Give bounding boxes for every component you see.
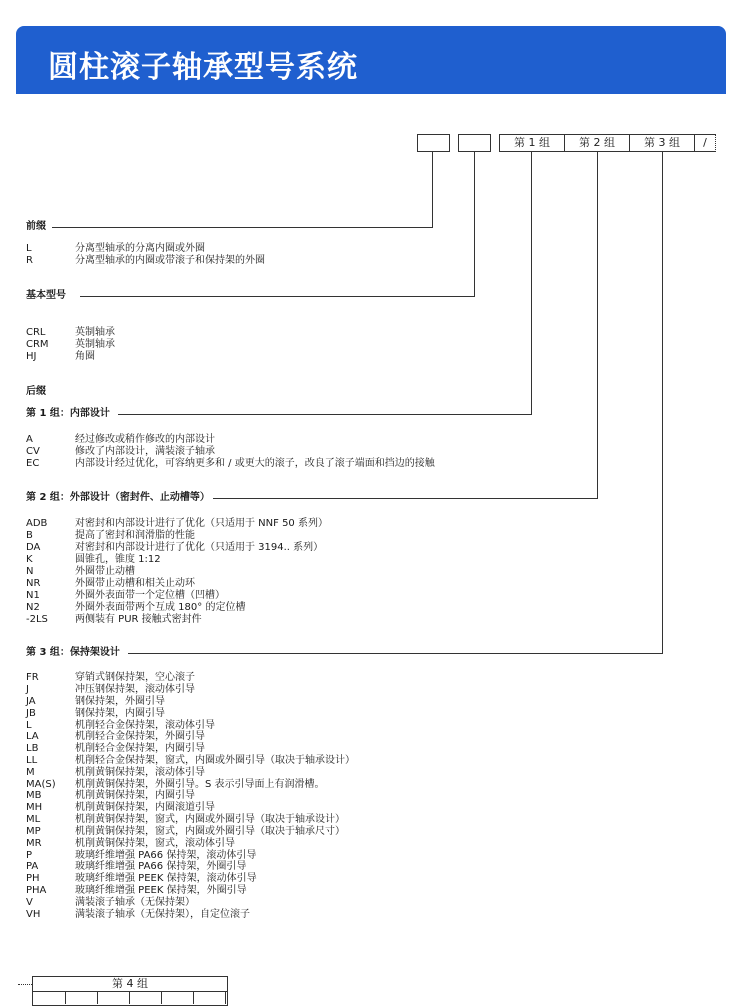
group3-leader-vertical [662, 152, 663, 654]
group2-desc-2ls: 两侧装有 PUR 接触式密封件 [75, 614, 202, 625]
header-banner [16, 26, 726, 94]
prefix-leader-horizontal [52, 227, 433, 228]
group3-desc-pa: 玻璃纤维增强 PA66 保持架，外圈引导 [75, 861, 247, 872]
group1-code-a: A [26, 434, 33, 445]
group3-code-j: J [26, 684, 29, 695]
group2-desc-da: 对密封和内部设计进行了优化（只适用于 3194.. 系列） [75, 542, 324, 553]
group3-desc-ph: 玻璃纤维增强 PEEK 保持架，滚动体引导 [75, 873, 257, 884]
group2-code-b: B [26, 530, 33, 541]
group3-code-pa: PA [26, 861, 39, 872]
group2-leader-horizontal [200, 498, 598, 499]
group4-box: 第 4 组 [32, 976, 228, 992]
group4-cell [97, 992, 130, 1004]
basic-desc-crm: 英制轴承 [75, 339, 115, 350]
basic-leader-horizontal [80, 296, 475, 297]
group3-code-ll: LL [26, 755, 38, 766]
group3-code-ml: ML [26, 814, 41, 825]
group3-desc-mas: 机削黄铜保持架，外圈引导。S 表示引导面上有润滑槽。 [75, 779, 325, 790]
group4-cell [193, 992, 226, 1004]
group2-desc-n2: 外圈外表面带两个互成 180° 的定位槽 [75, 602, 246, 613]
group4-cell [33, 992, 66, 1004]
group1-desc-cv: 修改了内部设计，满装滚子轴承 [75, 446, 215, 457]
group3-desc-p: 玻璃纤维增强 PA66 保持架，滚动体引导 [75, 850, 257, 861]
basic-title: 基本型号 [26, 290, 69, 302]
group3-code-la: LA [26, 731, 39, 742]
group2-code-n: N [26, 566, 34, 577]
basic-desc-hj: 角圈 [75, 351, 95, 362]
basic-leader-vertical [474, 152, 475, 297]
prefix-code-l: L [26, 243, 32, 254]
prefix-title: 前缀 [26, 221, 49, 233]
group3-code-mb: MB [26, 790, 42, 801]
group3-desc-mh: 机削黄铜保持架，内圈滚道引导 [75, 802, 215, 813]
group3-code-mh: MH [26, 802, 43, 813]
page-title: 圆柱滚子轴承型号系统 [48, 50, 358, 85]
group2-desc-adb: 对密封和内部设计进行了优化（只适用于 NNF 50 系列） [75, 518, 328, 529]
group1-leader-vertical [531, 152, 532, 415]
group2-code-k: K [26, 554, 33, 565]
group1-code-ec: EC [26, 458, 40, 469]
group3-desc-mp: 机削黄铜保持架，窗式，内圈或外圈引导（取决于轴承尺寸） [75, 826, 345, 837]
prefix-leader-vertical [432, 152, 433, 228]
basic-desc-crl: 英制轴承 [75, 327, 115, 338]
group1-desc-a: 经过修改或稍作修改的内部设计 [75, 434, 215, 445]
group2-box: 第 2 组 [564, 134, 630, 152]
prefix-desc-l: 分离型轴承的分离内圈或外圈 [75, 243, 205, 254]
group2-title: 第 2 组：外部设计（密封件、止动槽等） [26, 492, 213, 504]
group2-code-adb: ADB [26, 518, 48, 529]
group3-code-p: P [26, 850, 33, 861]
group3-code-mp: MP [26, 826, 41, 837]
group2-desc-n1: 外圈外表面带一个定位槽（凹槽） [75, 590, 225, 601]
group3-desc-vh: 满装滚子轴承（无保持架），自定位滚子 [75, 909, 250, 920]
group1-code-cv: CV [26, 446, 40, 457]
group3-code-mas: MA(S) [26, 779, 56, 790]
group3-desc-fr: 穿销式钢保持架，空心滚子 [75, 672, 195, 683]
group3-code-pha: PHA [26, 885, 47, 896]
group2-leader-vertical [597, 152, 598, 499]
group3-desc-ml: 机削黄铜保持架，窗式，内圈或外圈引导（取决于轴承设计） [75, 814, 345, 825]
group3-box: 第 3 组 [629, 134, 695, 152]
group2-desc-nr: 外圈带止动槽和相关止动环 [75, 578, 195, 589]
group4-dotted-leader [18, 984, 32, 985]
group3-code-ph: PH [26, 873, 40, 884]
group2-code-n2: N2 [26, 602, 40, 613]
group3-code-mr: MR [26, 838, 42, 849]
group2-code-da: DA [26, 542, 41, 553]
group1-leader-horizontal [118, 414, 532, 415]
group3-desc-mr: 机削黄铜保持架，窗式，滚动体引导 [75, 838, 235, 849]
group2-desc-k: 圆锥孔，锥度 1:12 [75, 554, 161, 565]
basic-code-crl: CRL [26, 327, 46, 338]
group3-code-v: V [26, 897, 33, 908]
slash-box: / [694, 134, 716, 152]
group3-code-l: L [26, 720, 32, 731]
group4-cells [32, 992, 228, 1006]
group3-code-jb: JB [26, 708, 36, 719]
group2-code-n1: N1 [26, 590, 40, 601]
group3-desc-l: 机削轻合金保持架，滚动体引导 [75, 720, 215, 731]
group3-desc-j: 冲压钢保持架，滚动体引导 [75, 684, 195, 695]
basic-code-hj: HJ [26, 351, 37, 362]
group1-title: 第 1 组：内部设计 [26, 408, 113, 420]
group2-desc-b: 提高了密封和润滑脂的性能 [75, 530, 195, 541]
basic-code-crm: CRM [26, 339, 49, 350]
prefix-code-r: R [26, 255, 33, 266]
group3-desc-ll: 机削轻合金保持架，窗式，内圈或外圈引导（取决于轴承设计） [75, 755, 355, 766]
group4-cell [65, 992, 98, 1004]
group2-desc-n: 外圈带止动槽 [75, 566, 135, 577]
group3-desc-m: 机削黄铜保持架，滚动体引导 [75, 767, 205, 778]
group3-desc-v: 满装滚子轴承（无保持架） [75, 897, 195, 908]
suffix-title: 后缀 [26, 386, 49, 398]
group3-desc-la: 机削轻合金保持架，外圈引导 [75, 731, 205, 742]
group3-code-vh: VH [26, 909, 41, 920]
group3-desc-lb: 机削轻合金保持架，内圈引导 [75, 743, 205, 754]
group3-code-m: M [26, 767, 35, 778]
group3-leader-horizontal [128, 653, 663, 654]
group3-desc-pha: 玻璃纤维增强 PEEK 保持架，外圈引导 [75, 885, 247, 896]
group3-desc-mb: 机削黄铜保持架，内圈引导 [75, 790, 195, 801]
group3-code-lb: LB [26, 743, 39, 754]
group3-code-fr: FR [26, 672, 39, 683]
group1-box: 第 1 组 [499, 134, 565, 152]
prefix-box [417, 134, 450, 152]
group4-cell [129, 992, 162, 1004]
group3-desc-jb: 钢保持架，内圈引导 [75, 708, 165, 719]
group3-desc-ja: 钢保持架，外圈引导 [75, 696, 165, 707]
group4-cell [161, 992, 194, 1004]
prefix-desc-r: 分离型轴承的内圈或带滚子和保持架的外圈 [75, 255, 265, 266]
group3-title: 第 3 组：保持架设计 [26, 647, 123, 659]
basic-designation-box [458, 134, 491, 152]
group1-desc-ec: 内部设计经过优化，可容纳更多和 / 或更大的滚子，改良了滚子端面和挡边的接触 [75, 458, 435, 469]
group3-code-ja: JA [26, 696, 36, 707]
group2-code-2ls: -2LS [26, 614, 48, 625]
group2-code-nr: NR [26, 578, 41, 589]
